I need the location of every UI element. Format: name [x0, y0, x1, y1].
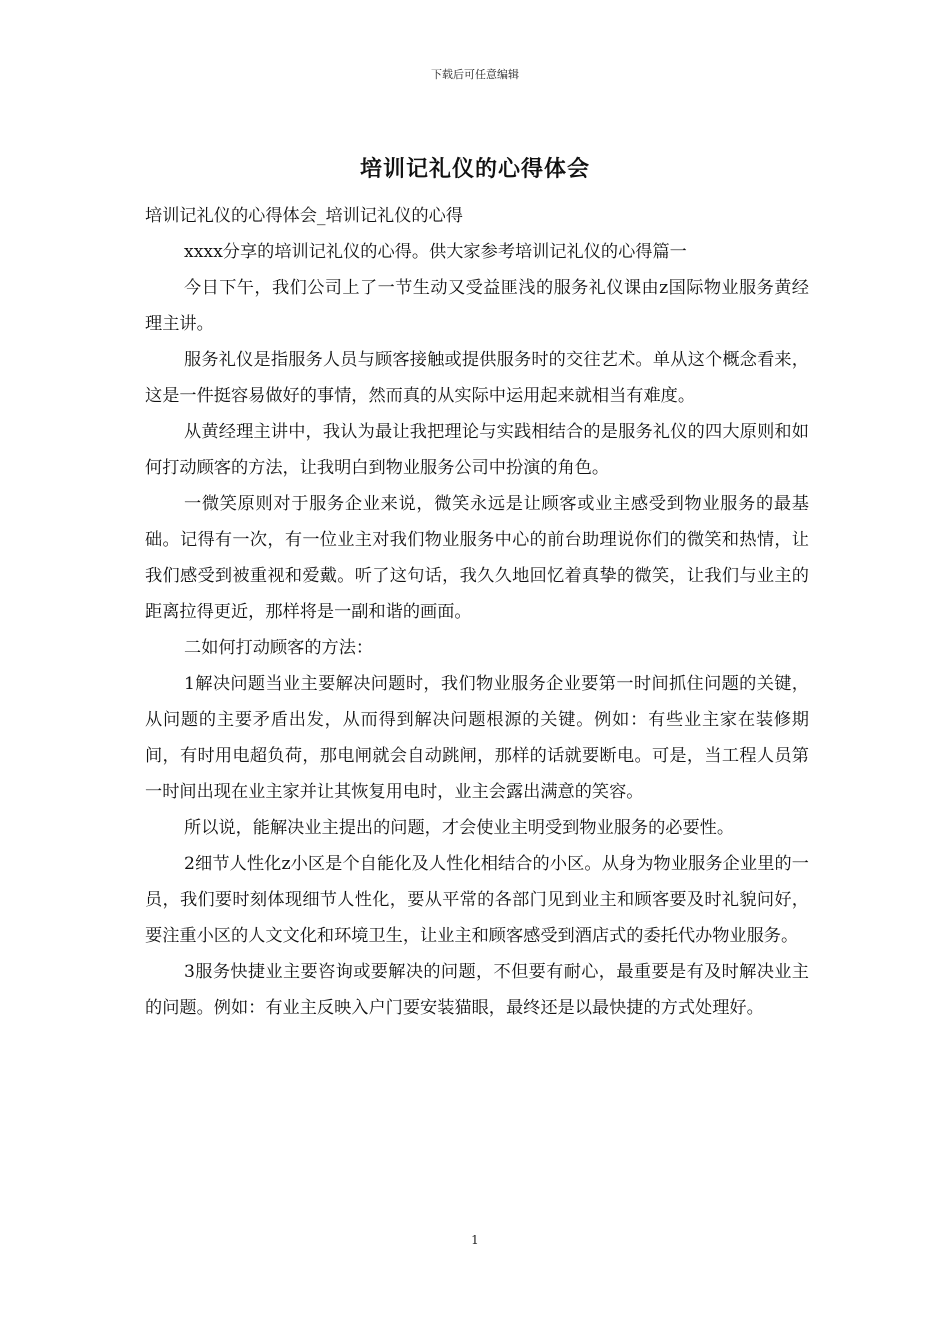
- section-heading-paragraph: 二如何打动顾客的方法：: [184, 638, 374, 658]
- header-note: 下载后可任意编辑: [431, 68, 519, 81]
- body-paragraph: 今日下午，我们公司上了一节生动又受益匪浅的服务礼仪课由z国际物业服务黄经理主讲。: [145, 278, 809, 334]
- subtitle-paragraph: 培训记礼仪的心得体会_培训记礼仪的心得: [145, 206, 463, 226]
- body-paragraph: 服务礼仪是指服务人员与顾客接触或提供服务时的交往艺术。单从这个概念看来，这是一件挺容易做好的事情，然而真的从实际中运用起来就相当有难度。: [145, 350, 809, 406]
- body-paragraph: 所以说，能解决业主提出的问题，才会使业主明受到物业服务的必要性。: [184, 818, 735, 838]
- body-paragraph: 1解决问题当业主要解决问题时，我们物业服务企业要第一时间抓住问题的关键，从问题的主要矛盾出发，从而得到解决问题根源的关键。例如：有些业主家在装修期间，有时用电超负荷，那电闸就会自动跳闸，那样的话就要断电。可是，当工程人员第一时间出现在业主家并让其恢复用电时，业主会露出满意的笑容。: [145, 674, 809, 802]
- body-paragraph: 从黄经理主讲中，我认为最让我把理论与实践相结合的是服务礼仪的四大原则和如何打动顾客的方法，让我明白到物业服务公司中扮演的角色。: [145, 422, 809, 478]
- document-title: 培训记礼仪的心得体会: [359, 156, 590, 182]
- body-paragraph: 一微笑原则对于服务企业来说，微笑永远是让顾客或业主感受到物业服务的最基础。记得有一次，有一位业主对我们物业服务中心的前台助理说你们的微笑和热情，让我们感受到被重视和爱戴。听了这句话，我久久地回忆着真挚的微笑，让我们与业主的距离拉得更近，那样将是一副和谐的画面。: [145, 494, 809, 622]
- body-paragraph: 3服务快捷业主要咨询或要解决的问题，不但要有耐心，最重要是有及时解决业主的问题。例如：有业主反映入户门要安装猫眼，最终还是以最快捷的方式处理好。: [145, 962, 809, 1018]
- page-number: 1: [471, 1233, 479, 1247]
- body-paragraph: 2细节人性化z小区是个自能化及人性化相结合的小区。从身为物业服务企业里的一员，我们要时刻体现细节人性化，要从平常的各部门见到业主和顾客要及时礼貌问好，要注重小区的人文文化和环境卫生，让业主和顾客感受到酒店式的委托代办物业服务。: [145, 854, 809, 946]
- document-body: [145, 198, 809, 1026]
- intro-paragraph: xxxx分享的培训记礼仪的心得。供大家参考培训记礼仪的心得篇一: [184, 242, 687, 262]
